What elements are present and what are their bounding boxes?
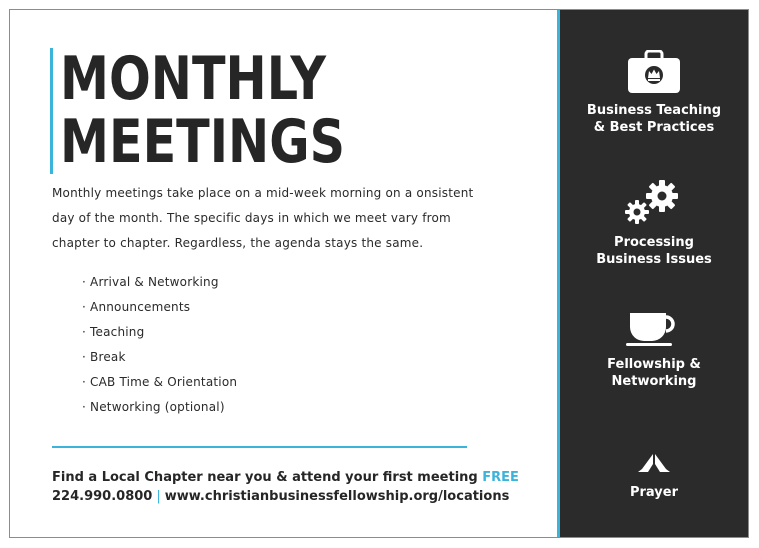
- features-panel: [557, 10, 748, 537]
- feature-prayer: [560, 428, 748, 501]
- footer: [52, 468, 519, 506]
- contact-separator: |: [156, 489, 161, 504]
- gears-icon: [624, 178, 684, 226]
- list-item: · Announcements: [82, 295, 237, 320]
- feature-label: Fellowship & Networking: [607, 357, 701, 389]
- cta-line: [52, 468, 519, 487]
- intro-paragraph: Monthly meetings take place on a mid-week morning on a onsistent day of the month. The specific days in which we meet vary from chapter to chapter. Regardless, the agenda stays the same.: [52, 186, 474, 250]
- feature-business-teaching: [560, 50, 748, 136]
- page-title: [50, 44, 408, 177]
- meetings-card: [9, 9, 749, 538]
- briefcase-icon: [627, 50, 681, 94]
- coffee-cup-icon: [626, 310, 682, 348]
- agenda-list: [82, 270, 237, 420]
- praying-hands-icon: [634, 428, 674, 476]
- title-line-2: MEETINGS: [60, 107, 346, 177]
- feature-label: Processing Business Issues: [596, 235, 712, 267]
- list-item: · Break: [82, 345, 237, 370]
- phone-number[interactable]: 224.990.0800: [52, 489, 153, 504]
- list-item: · CAB Time & Orientation: [82, 370, 237, 395]
- feature-fellowship: [560, 310, 748, 390]
- free-badge: FREE: [482, 470, 519, 485]
- list-item: · Arrival & Networking: [82, 270, 237, 295]
- contact-line: [52, 487, 519, 506]
- cta-text: Find a Local Chapter near you & attend your first meeting: [52, 470, 478, 485]
- feature-processing-issues: [560, 178, 748, 268]
- divider: [52, 446, 467, 448]
- title-line-1: MONTHLY: [60, 44, 327, 114]
- feature-label: Business Teaching & Best Practices: [586, 103, 722, 135]
- list-item: · Networking (optional): [82, 395, 237, 420]
- website-link[interactable]: www.christianbusinessfellowship.org/locations: [164, 489, 510, 504]
- list-item: · Teaching: [82, 320, 237, 345]
- feature-label: Prayer: [629, 485, 678, 500]
